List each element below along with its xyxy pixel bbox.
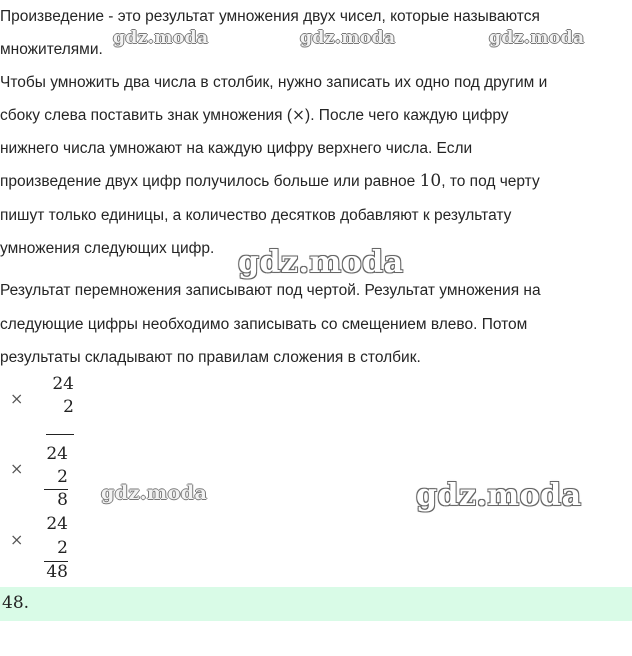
watermark-logo: gdz.moda <box>416 478 582 513</box>
paragraph-2-line-5: пишут только единицы, а количество десятков добавляют к результату <box>0 207 512 224</box>
number-ten: 10 <box>419 171 442 191</box>
paragraph-1-line-1: Произведение - это результат умножения двух чисел, которые называются <box>0 8 540 25</box>
multiplicand: 24 <box>46 514 68 534</box>
times-sign: × <box>10 459 24 478</box>
watermark-logo: gdz.moda <box>489 28 585 48</box>
paragraph-2-line-3: нижнего числа умножают на каждую цифру верхнего числа. Если <box>0 140 473 157</box>
answer-value: 48. <box>2 593 30 613</box>
paragraph-2-line-2: сбоку слева поставить знак умножения (×). После чего каждую цифру <box>0 106 509 124</box>
watermark-logo: gdz.moda <box>238 245 404 280</box>
watermark-logo: gdz.moda <box>300 28 396 48</box>
multiplicand: 24 <box>46 444 68 464</box>
times-sign: × <box>10 389 24 408</box>
paragraph-3-line-1: Результат перемножения записывают под чертой. Результат умножения на <box>0 282 541 299</box>
multiplier: 2 <box>63 397 74 417</box>
multiplier: 2 <box>57 467 68 487</box>
paragraph-1-line-2: множителями. <box>0 41 103 58</box>
watermark-logo: gdz.moda <box>101 482 208 504</box>
paragraph-2-line-4: произведение двух цифр получилось больше или равное 10, то под черту <box>0 171 540 191</box>
times-sign: × <box>10 530 24 549</box>
paragraph-3-line-2: следующие цифры необходимо записывать со смещением влево. Потом <box>0 316 528 333</box>
final-result: 48 <box>46 562 68 582</box>
paragraph-2-line-1: Чтобы умножить два числа в столбик, нужно записать их одно под другим и <box>0 74 548 91</box>
answer-bar <box>0 587 632 621</box>
result-line <box>46 434 74 435</box>
paragraph-3-line-3: результаты складывают по правилам сложения в столбик. <box>0 349 421 366</box>
partial-result: 8 <box>57 490 68 510</box>
watermark-logo: gdz.moda <box>113 28 209 48</box>
multiplicand: 24 <box>52 374 74 394</box>
paragraph-2-line-6: умножения следующих цифр. <box>0 240 215 257</box>
multiplication-sign: × <box>292 106 306 124</box>
multiplier: 2 <box>57 538 68 558</box>
